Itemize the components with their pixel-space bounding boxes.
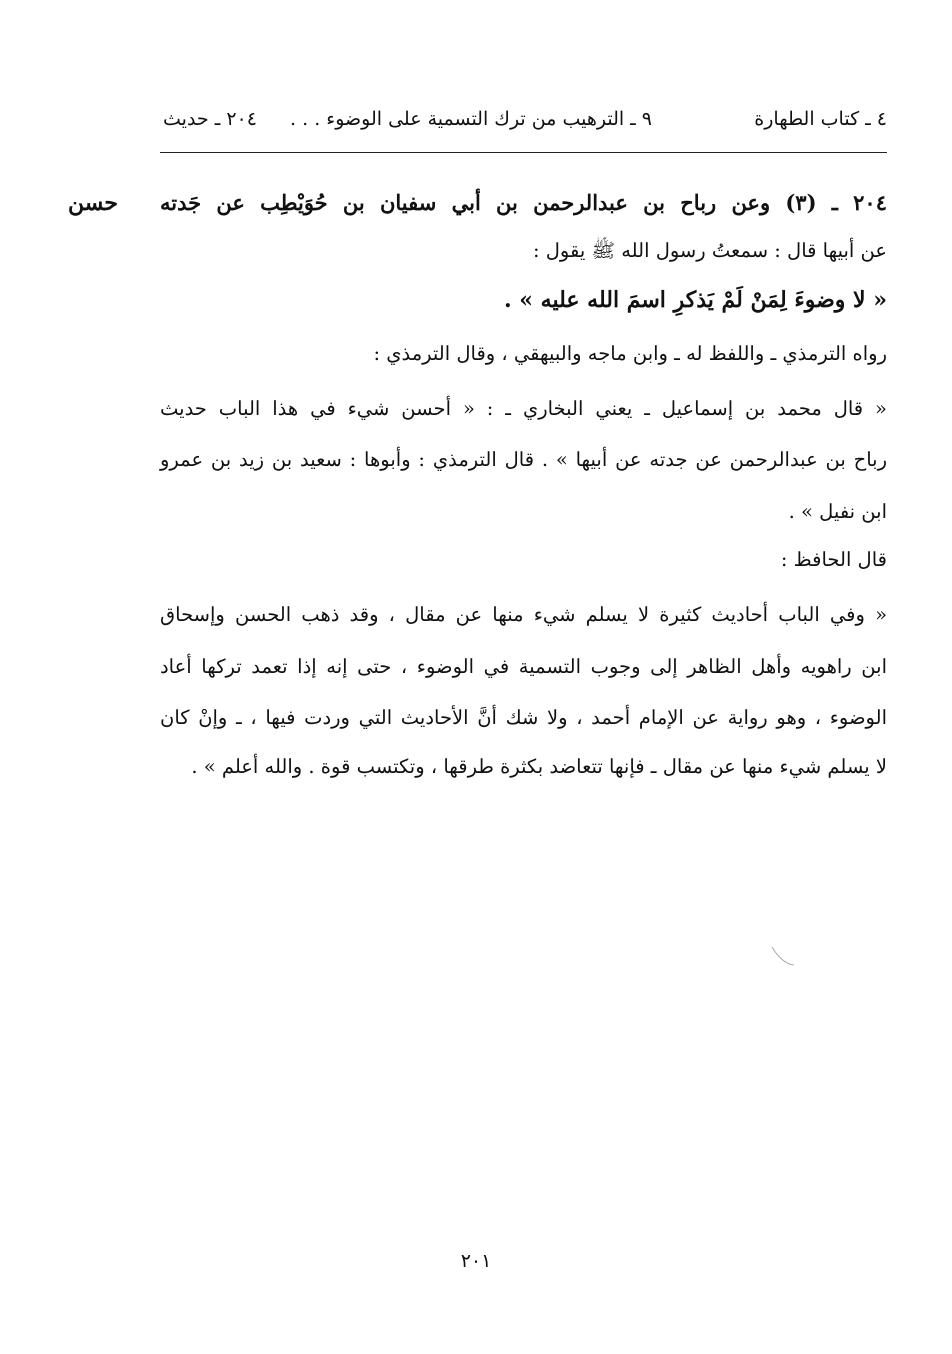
running-header-chapter: ٤ ـ كتاب الطهارة [754, 108, 887, 130]
commentary-line-2: رباح بن عبدالرحمن عن جدته عن أبيها » . قال الترمذي : وأبوها : سعيد بن زيد بن عمرو [160, 448, 887, 471]
takhrij-line: رواه الترمذي ـ واللفظ له ـ وابن ماجه والبيهقي ، وقال الترمذي : [373, 342, 887, 365]
page-number: ٢٠١ [460, 1250, 492, 1272]
hafiz-line-4: لا يسلم شيء منها عن مقال ـ فإنها تتعاضد بكثرة طرقها ، وتكتسب قوة . والله أعلم » . [191, 755, 887, 778]
hadith-isnad-line-1: ٢٠٤ ـ (٣) وعن رباح بن عبدالرحمن بن أبي سفيان بن حُوَيْطِب عن جَدته [160, 190, 887, 215]
header-divider [160, 152, 887, 153]
running-header-hadith-ref: ٢٠٤ ـ حديث [163, 108, 257, 130]
scan-mark [770, 945, 796, 967]
hafiz-line-3: الوضوء ، وهو رواية عن الإمام أحمد ، ولا شك أنَّ الأحاديث التي وردت فيها ، ـ وإنْ كان [160, 706, 887, 729]
hadith-isnad-line-2: عن أبيها قال : سمعتُ رسول الله ﷺ يقول : [532, 239, 887, 262]
running-header-section: ٩ ـ الترهيب من ترك التسمية على الوضوء . . . [290, 108, 652, 130]
hadith-matn: « لا وضوءَ لِمَنْ لَمْ يَذكرِ اسمَ الله عليه » . [503, 287, 887, 313]
commentary-line-3: ابن نفيل » . [788, 500, 887, 523]
hadith-grade: حسن [68, 190, 118, 216]
hafiz-line-1: « وفي الباب أحاديث كثيرة لا يسلم شيء منها عن مقال ، وقد ذهب الحسن وإسحاق [160, 603, 887, 626]
commentary-line-1: « قال محمد بن إسماعيل ـ يعني البخاري ـ : « أحسن شيء في هذا الباب حديث [160, 397, 887, 420]
hafiz-line-2: ابن راهويه وأهل الظاهر إلى وجوب التسمية في الوضوء ، حتى إنه إذا تعمد تركها أعاد [160, 655, 887, 678]
hafiz-heading: قال الحافظ : [780, 548, 887, 571]
